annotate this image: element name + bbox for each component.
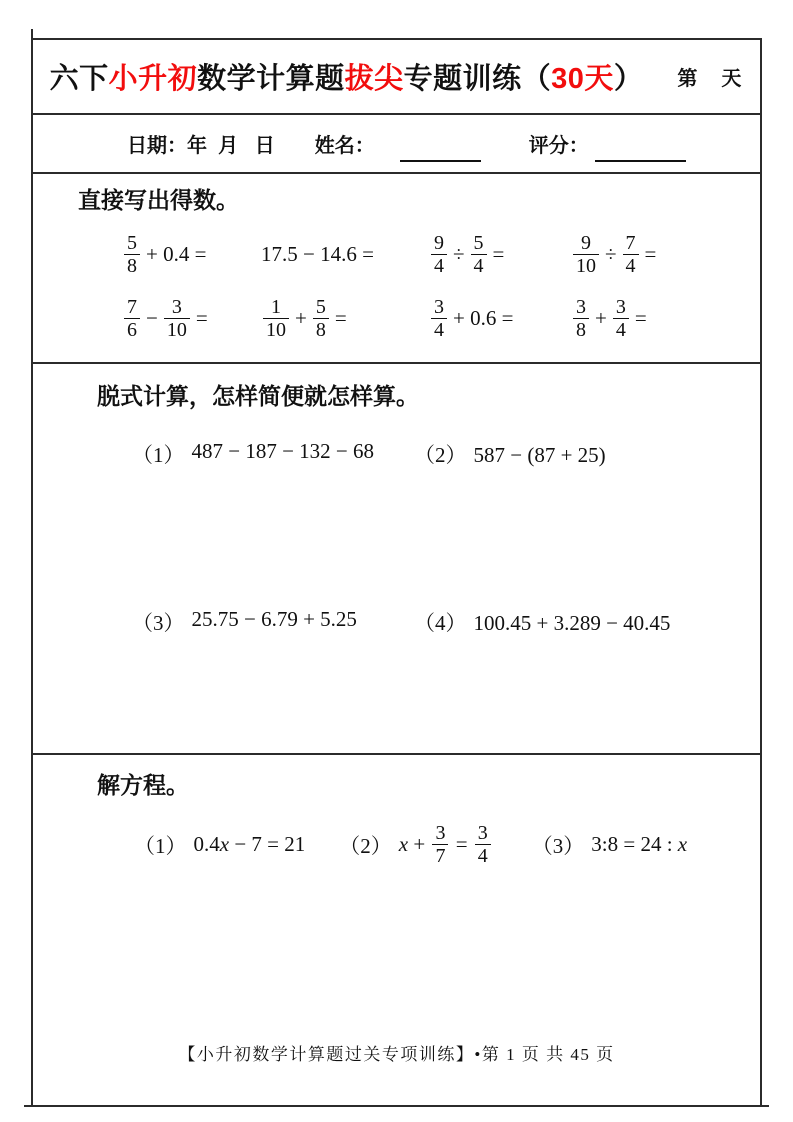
expression: − 7 = 21	[229, 832, 306, 856]
denominator: 6	[124, 318, 140, 341]
denominator: 7	[432, 844, 448, 867]
quick-calc-grid	[33, 230, 760, 342]
numerator: 3	[615, 295, 626, 318]
problem-number: （3）	[132, 611, 185, 635]
numerator: 5	[127, 231, 137, 254]
quick-problem-8	[571, 294, 760, 342]
name-label: 姓名：	[314, 135, 375, 157]
equation-problem-1	[134, 830, 305, 860]
proportion: 3:8 = 24 :	[591, 832, 678, 856]
equals-sign: =	[195, 305, 208, 330]
denominator: 10	[573, 254, 599, 277]
quick-problem-7	[429, 294, 571, 342]
fraction	[623, 232, 639, 277]
quick-problem-1	[122, 230, 261, 278]
problem-number: （1）	[132, 443, 185, 467]
expression: 25.75 − 6.79 + 5.25	[191, 607, 357, 631]
expression: 100.45 + 3.289 − 40.45	[473, 611, 671, 635]
operator: ÷	[453, 241, 465, 266]
variable-x: x	[677, 832, 688, 856]
numerator: 5	[315, 295, 326, 318]
fraction	[431, 296, 447, 341]
fraction	[313, 296, 329, 341]
problem-number: （1）	[134, 833, 187, 858]
written-problem-3	[132, 607, 414, 637]
title-seg-7: ）	[613, 63, 644, 95]
denominator: 4	[431, 254, 447, 277]
section2-heading: 脱式计算，怎样简便就怎样算。	[97, 383, 419, 409]
title-seg-5: 专题训练（	[403, 63, 552, 95]
numerator: 3	[576, 295, 586, 318]
expression-tail: + 0.6 =	[453, 305, 514, 330]
variable-x: x	[398, 832, 409, 856]
fraction	[573, 296, 589, 341]
coefficient: 0.4	[193, 832, 220, 856]
date-label: 日期：年 月 日	[127, 135, 275, 157]
denominator: 8	[573, 318, 589, 341]
numerator: 3	[171, 295, 182, 318]
title-seg-3: 数学计算题	[197, 63, 345, 95]
equation-problem-3	[532, 830, 687, 860]
denominator: 8	[124, 254, 140, 277]
numerator: 3	[434, 295, 444, 318]
score-blank-line	[595, 136, 686, 162]
title-seg-2: 小升初	[108, 63, 198, 95]
denominator: 10	[263, 318, 289, 341]
fraction	[431, 232, 447, 277]
numerator: 3	[477, 822, 488, 844]
expression: 487 − 187 − 132 − 68	[191, 439, 375, 463]
numerator: 7	[625, 231, 636, 254]
plus-sign: +	[408, 832, 431, 856]
denominator: 4	[471, 254, 487, 277]
equals-sign: =	[450, 832, 473, 856]
written-problem-1	[132, 439, 414, 469]
border-tick-vertical	[31, 29, 33, 38]
denominator: 8	[313, 318, 329, 341]
section3-heading: 解方程。	[97, 772, 189, 798]
fraction	[613, 296, 629, 341]
written-problem-4	[414, 607, 670, 637]
title-seg-4: 拔尖	[344, 63, 404, 95]
equals-sign: =	[334, 305, 347, 330]
quick-problem-4	[571, 230, 760, 278]
page-footer: 【小升初数学计算题过关专项训练】•第 1 页 共 45 页	[178, 1045, 615, 1064]
quick-problem-2	[261, 230, 429, 278]
fraction	[475, 822, 491, 867]
title-seg-6: 30天	[551, 63, 614, 95]
numerator: 9	[581, 231, 591, 254]
fraction	[124, 296, 140, 341]
problem-number: （2）	[339, 833, 392, 858]
title-row	[33, 40, 760, 115]
denominator: 4	[613, 318, 629, 341]
operator: ÷	[605, 241, 617, 266]
numerator: 9	[434, 231, 444, 254]
fraction	[164, 296, 190, 341]
score-label: 评分：	[528, 135, 589, 157]
denominator: 4	[475, 844, 491, 867]
worksheet-page	[31, 38, 762, 1107]
name-blank-line	[400, 136, 481, 162]
fraction	[573, 232, 599, 277]
info-row	[33, 115, 760, 174]
operator: −	[146, 305, 158, 330]
fraction	[432, 822, 448, 867]
numerator: 5	[473, 231, 484, 254]
expression-tail: + 0.4 =	[146, 241, 207, 266]
quick-problem-3	[429, 230, 571, 278]
written-row-1	[33, 439, 760, 469]
denominator: 4	[431, 318, 447, 341]
written-row-2	[33, 607, 760, 637]
quick-problem-5	[122, 294, 261, 342]
equation-problem-2	[339, 822, 493, 867]
fraction	[263, 296, 289, 341]
section1-heading: 直接写出得数。	[78, 187, 239, 213]
variable-x: x	[219, 832, 230, 856]
expression: 587 − (87 + 25)	[473, 443, 606, 467]
section-written-calculation	[33, 364, 760, 755]
equations-row	[33, 822, 760, 867]
operator: +	[295, 305, 307, 330]
expression: 17.5 − 14.6 =	[261, 241, 374, 266]
quick-problem-6	[261, 294, 429, 342]
numerator: 7	[127, 295, 137, 318]
section-solve-equations	[33, 755, 760, 1105]
title-seg-1: 六下	[49, 63, 109, 95]
equals-sign: =	[634, 305, 647, 330]
numerator: 3	[435, 822, 446, 844]
problem-number: （3）	[531, 833, 585, 858]
denominator: 4	[623, 254, 639, 277]
equals-sign: =	[644, 241, 657, 266]
problem-number: （2）	[414, 443, 467, 467]
written-problem-2	[414, 439, 606, 469]
operator: +	[595, 305, 607, 330]
numerator: 1	[271, 295, 281, 318]
day-number-label: 第 天	[677, 68, 744, 90]
section-direct-calculation	[33, 174, 760, 364]
denominator: 10	[164, 318, 190, 341]
equals-sign: =	[492, 241, 505, 266]
fraction	[471, 232, 487, 277]
page-title	[50, 56, 644, 97]
problem-number: （4）	[414, 611, 467, 635]
fraction	[124, 232, 140, 277]
